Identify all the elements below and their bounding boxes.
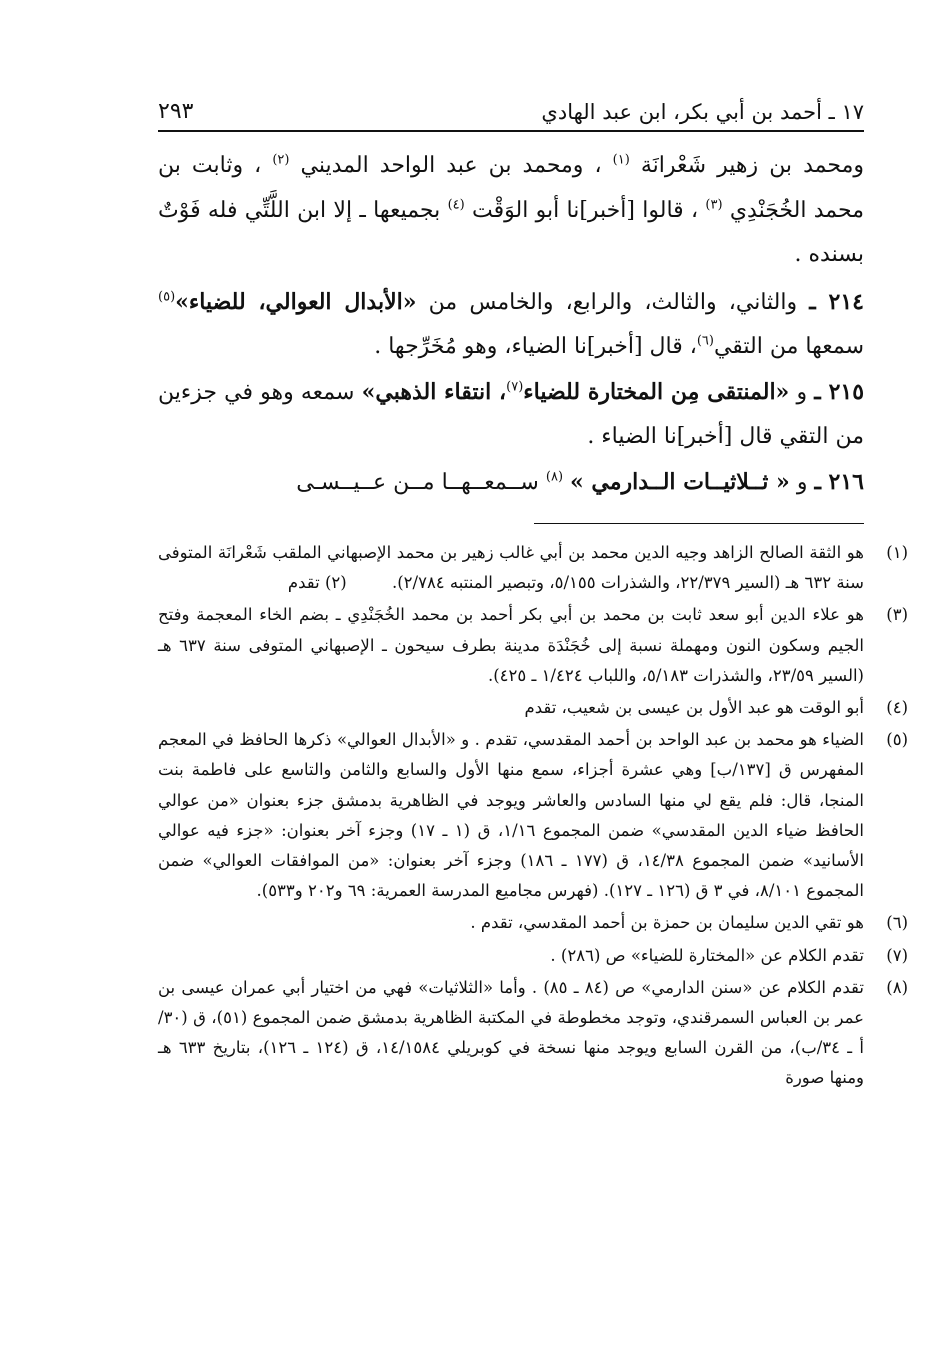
item-number: ٢١٥ ـ (814, 378, 865, 405)
paragraph-1: ومحمد بن زهير شَعْرانَة $^{(١)}$ ، ومحمد بن عبد الواحد المديني $^{(٢)}$ ، وثابت بن محمد الخُجَنْدِي $^{(٣)}$ ، قالوا [أخبر]نا أبو الوَقْت $^{(٤)}$ بجميعها ـ إلا ابن اللَّتِّي فله فَوْتٌ بسنده . (158, 152, 864, 267)
document-page (158, 80, 908, 1096)
footnote-2-inline: (٢) تقدم (287, 573, 347, 593)
item-214: ٢١٤ ـ والثاني، والثالث، والرابع، والخامس من «الأبدال العوالي، للضياء»$^{(٥)}$ سمعها من التقي$^{(٦)}$، قال [أخبر]نا الضياء، وهو مُخَرِّجها . (158, 288, 864, 359)
book-title: ، انتقاء الذهبي» (361, 378, 507, 405)
footnote-ref[interactable]: (٢) (272, 152, 290, 168)
footnote-5: (٥) الضياء هو محمد بن عبد الواحد بن أحمد المقدسي، تقدم . و «الأبدال العوالي» ذكرها الحافظ في المعجم المفهرس ق [١٣٧/ب] وهي عشرة أجزاء، سمع منها الأول والسابع والثامن والتاسع على فاطمة بنت المنجا، قال: فلم يقع لي منها السادس والعاشر ويوجد في الظاهرية بدمشق جزء بعنوان «من عوالي الحافظ ضياء الدين المقدسي» ضمن المجموع ١/١٦، ق (١ ـ ١٧) وجزء آخر بعنوان: «جزء فيه عوالي الأسانيد» ضمن المجموع ١٤/٣٨، ق (١٧٧ ـ ١٨٦) وجزء آخر بعنوان: «من الموافقات العوالي» ضمن المجموع ٨/١٠١، في ٣ ق (١٢٦ ـ ١٢٧). (فهرس مجاميع المدرسة العمرية: ٦٩ و٢٠٢ و٥٣٣). (158, 725, 864, 906)
item-number: ٢١٦ ـ (814, 468, 864, 495)
footnote-label: (٨) (886, 977, 908, 997)
book-title: «الأبدال العوالي، للضياء» (175, 288, 417, 315)
footnote-1: (١) هو الثقة الصالح الزاهد وجيه الدين محمد بن أبي غالب زهير بن محمد الإصبهاني الملقب شَعْرانَة المتوفى سنة ٦٣٢ هـ (السير ٢٢/٣٧٩، والشذرات ٥/١٥٥، وتبصير المنتبه ٢/٧٨٤). (٢) تقدم (158, 538, 864, 598)
footnote-label: (٤) (886, 698, 908, 718)
item-number: ٢١٤ ـ (809, 288, 864, 315)
item-215: ٢١٥ ـ و «المنتقى مِن المختارة للضياء$^{(٧)}$، انتقاء الذهبي» سمعه وهو في جزءين من التقي قال [أخبر]نا الضياء . (158, 378, 865, 449)
footnotes (158, 538, 908, 1094)
page-number: ٢٩٣ (158, 99, 194, 124)
item-216: ٢١٦ ـ و « ثــلاثيــات الــدارمي » $^{(٨)}$ ســمعــهــا مــن عــيــسـى (296, 468, 864, 495)
header-rule (158, 130, 864, 132)
footnote-label: (٣) (886, 605, 908, 625)
footnote-label: (٥) (886, 730, 908, 750)
footnote-ref[interactable]: (٤) (447, 197, 465, 213)
footnote-4: (٤) أبو الوقت هو عبد الأول بن عيسى بن شعيب، تقدم (158, 693, 864, 723)
footnote-ref[interactable]: (٧) (506, 379, 524, 395)
main-text (158, 144, 864, 505)
footnote-6: (٦) هو تقي الدين سليمان بن حمزة بن أحمد المقدسي، تقدم . (158, 908, 864, 938)
page-header (158, 80, 864, 124)
book-title: «المنتقى مِن المختارة للضياء (523, 378, 790, 405)
footnote-label: (١) (886, 543, 908, 562)
footnote-ref[interactable]: (٥) (158, 289, 176, 305)
footnote-8: (٨) تقدم الكلام عن «سنن الدارمي» ص (٨٤ ـ ٨٥) . وأما «الثلاثيات» فهي من اختيار أبي عمران عيسى بن عمر بن العباس السمرقندي، وتوجد مخطوطة في المكتبة الظاهرية بدمشق ضمن المجموع (٥١)، ق (٣٠/أ ـ ٣٤/ب)، من القرن السابع ويوجد منها نسخة في كوبريلي ١٤/١٥٨٤، ق (١٢٤ ـ ١٢٦)، بتاريخ ٦٣٣ هـ ومنها صورة (158, 973, 864, 1094)
footnote-ref[interactable]: (٣) (705, 197, 723, 213)
footnote-label: (٧) (886, 945, 908, 965)
footnote-ref[interactable]: (١) (612, 152, 630, 168)
book-title: « ثــلاثيــات الــدارمي » (570, 468, 790, 495)
running-title: ١٧ ـ أحمد بن أبي بكر، ابن عبد الهادي (541, 100, 864, 124)
footnote-ref[interactable]: (٨) (545, 469, 564, 485)
footnote-7: (٧) تقدم الكلام عن «المختارة للضياء» ص (٢٨٦) . (158, 941, 864, 971)
footnote-3: (٣) هو علاء الدين أبو سعد ثابت بن محمد بن أبي بكر أحمد بن محمد الخُجَنْدِي ـ بضم الخاء المعجمة وفتح الجيم وسكون النون ومهملة نسبة إلى خُجَنْدَة مدينة بطرف سيحون ـ الإصبهاني المتوفى سنة ٦٣٧ هـ (السير ٢٣/٥٩، والشذرات ٥/١٨٣، واللباب ١/٤٢٤ ـ ٤٢٥). (158, 600, 864, 691)
footnote-separator (534, 523, 864, 524)
footnote-ref[interactable]: (٦) (696, 333, 714, 349)
footnote-label: (٦) (886, 913, 908, 933)
